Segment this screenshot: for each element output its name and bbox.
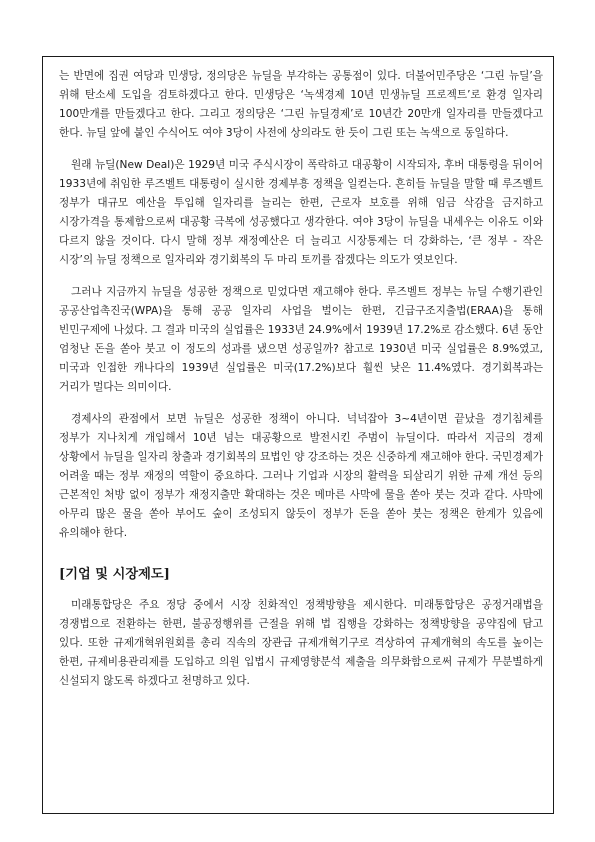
section-heading-text: [기업 및 시장제도] bbox=[59, 567, 170, 582]
paragraph-1: 는 반면에 집권 여당과 민생당, 정의당은 뉴딜을 부각하는 공통점이 있다. 더불어민주당은 ‘그린 뉴딜’을 위해 탄소세 도입을 검토하겠다고 한다. 민생당은 ‘녹색경제 10년 민생뉴딜 프로젝트’로 환경 일자리 100만개를 만들겠다고 한다. 그리고 정의당은 ‘그린 뉴딜경제’로 10년간 20만개 일자리를 만들겠다고 한다. 뉴딜 앞에 붙인 수식어도 여야 3당이 사전에 상의라도 한 듯이 그린 또는 녹색으로 동일하다. bbox=[59, 70, 543, 139]
paragraph-4: 경제사의 관점에서 보면 뉴딜은 성공한 정책이 아니다. 넉넉잡아 3~4년이면 끝났을 경기침체를 정부가 지나치게 개입해서 10년 넘는 대공황으로 발전시킨 주범이 뉴딜이다. 따라서 지금의 경제 상황에서 뉴딜을 일자리 창출과 경기회복의 묘법인 양 강조하는 것은 신중하게 재고해야 한다. 국민경제가 어려울 때는 정부 재정의 역할이 중요하다. 그러나 기업과 시장의 활력을 되살리기 위한 규제 개선 등의 근본적인 처방 없이 정부가 재정지출만 확대하는 것은 메마른 사막에 물을 쏟아 붓는 것과 같다. 사막에 아무리 많은 물을 쏟아 부어도 숲이 조성되지 않듯이 정부가 돈을 쏟아 붓는 정책은 한계가 있음에 유의해야 한다. bbox=[59, 413, 543, 539]
section-heading bbox=[59, 565, 543, 585]
paragraph-5: 미래통합당은 주요 정당 중에서 시장 친화적인 정책방향을 제시한다. 미래통합당은 공정거래법을 경쟁법으로 전환하는 한편, 불공정행위를 근절을 위해 법 집행을 강화하는 정책방향을 공약집에 담고 있다. 또한 규제개혁위원회를 총리 직속의 장관급 규제개혁기구로 격상하여 규제개혁의 속도를 높이는 한편, 규제비용관리제를 도입하고 의원 입법시 규제영향분석 제출을 의무화함으로써 규제가 무분별하게 신설되지 않도록 하겠다고 천명하고 있다. bbox=[59, 599, 543, 687]
document-frame bbox=[42, 56, 554, 814]
paragraph-2: 원래 뉴딜(New Deal)은 1929년 미국 주식시장이 폭락하고 대공황이 시작되자, 후버 대통령을 뒤이어 1933년에 취임한 루즈벨트 대통령이 실시한 경제부흥 정책을 일컫는다. 흔히들 뉴딜을 말할 때 루즈벨트 정부가 대규모 예산을 투입해 일자리를 늘리는 한편, 근로자 보호를 위해 임금 삭감을 금지하고 시장가격을 통제함으로써 대공황 극복에 성공했다고 생각한다. 여야 3당이 뉴딜을 내세우는 이유도 이와 다르지 않을 것이다. 다시 말해 정부 재정예산은 더 늘리고 시장통제는 더 강화하는, ‘큰 정부 - 작은 시장’의 뉴딜 정책으로 일자리와 경기회복의 두 마리 토끼를 잡겠다는 의도가 엿보인다. bbox=[59, 159, 543, 266]
paragraph-3: 그러나 지금까지 뉴딜을 성공한 정책으로 믿었다면 재고해야 한다. 루즈벨트 정부는 뉴딜 수행기관인 공공산업촉진국(WPA)을 통해 공공 일자리 사업을 벌이는 한편, 긴급구조지출법(ERAA)을 통해 빈민구제에 나섰다. 그 결과 미국의 실업률은 1933년 24.9%에서 1939년 17.2%로 감소했다. 6년 동안 엄청난 돈을 쏟아 붓고 이 정도의 성과를 냈으면 성공일까? 참고로 1930년 미국 실업률은 8.9%였고, 미국과 인접한 캐나다의 1939년 실업률은 미국(17.2%)보다 훨씬 낮은 11.4%였다. 경기회복과는 거리가 멀다는 의미이다. bbox=[59, 286, 543, 393]
document-body bbox=[59, 67, 543, 704]
